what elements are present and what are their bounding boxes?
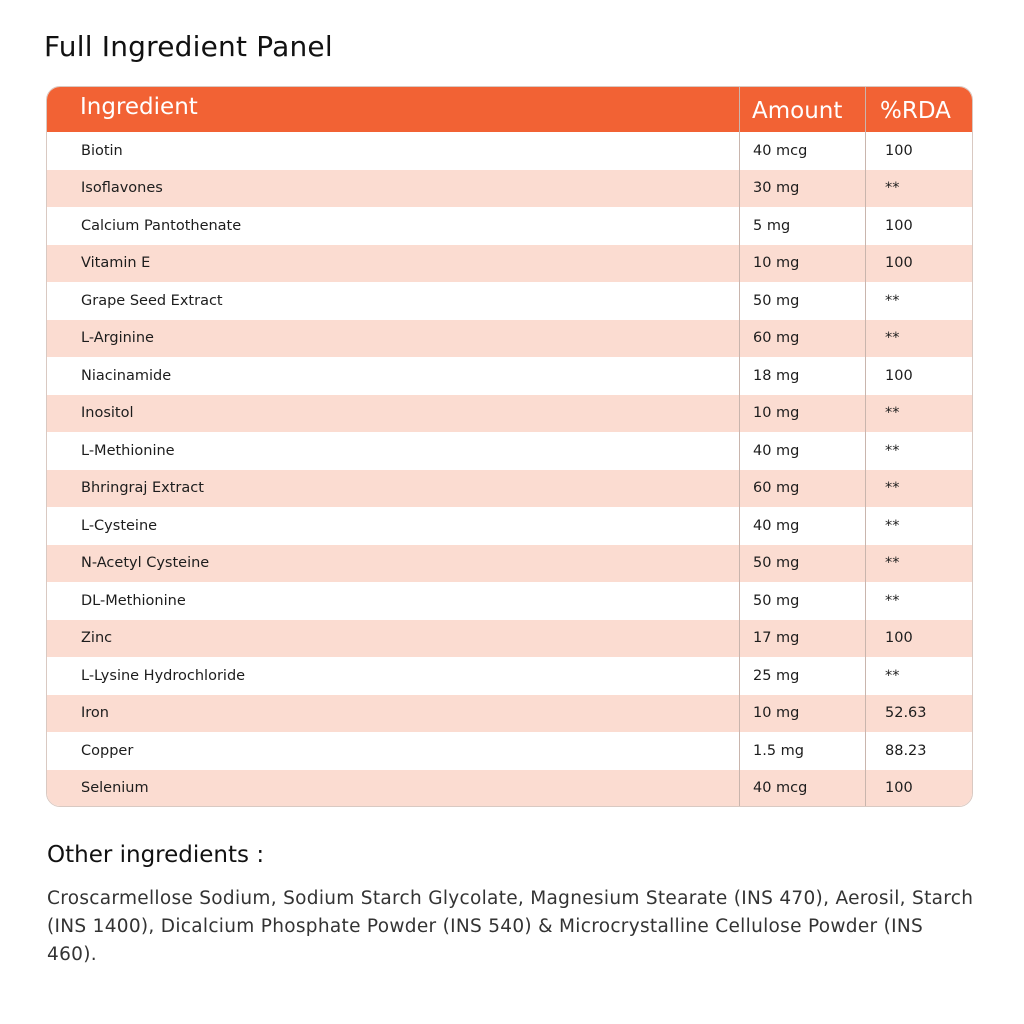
rda-cell: 100 [885, 142, 913, 159]
ingredient-cell: Selenium [81, 780, 149, 797]
amount-cell: 50 mg [753, 555, 800, 572]
table-row [47, 395, 972, 433]
column-divider [865, 87, 866, 806]
table-row [47, 470, 972, 508]
page-title: Full Ingredient Panel [44, 30, 333, 63]
ingredient-cell: Vitamin E [81, 255, 151, 272]
rda-cell: ** [885, 292, 900, 309]
table-header [47, 87, 972, 132]
ingredient-cell: L-Arginine [81, 330, 154, 347]
rda-cell: ** [885, 667, 900, 684]
rda-cell: 100 [885, 630, 913, 647]
rda-cell: ** [885, 330, 900, 347]
rda-cell: ** [885, 517, 900, 534]
rda-cell: 52.63 [885, 705, 927, 722]
table-row [47, 245, 972, 283]
rda-cell: ** [885, 180, 900, 197]
table-row [47, 732, 972, 770]
rda-cell: 100 [885, 217, 913, 234]
amount-cell: 17 mg [753, 630, 800, 647]
rda-cell: 100 [885, 780, 913, 797]
amount-cell: 40 mcg [753, 142, 808, 159]
rda-cell: ** [885, 592, 900, 609]
rda-cell: ** [885, 405, 900, 422]
rda-cell: 88.23 [885, 742, 927, 759]
other-ingredients-text: Croscarmellose Sodium, Sodium Starch Glycolate, Magnesium Stearate (INS 470), Aerosil, Starch (INS 1400), Dicalcium Phosphate Powder (INS 540) & Microcrystalline Cellulose Powder (INS 460). [47, 888, 974, 965]
amount-cell: 25 mg [753, 667, 800, 684]
amount-cell: 18 mg [753, 367, 800, 384]
amount-cell: 30 mg [753, 180, 800, 197]
header-ingredient: Ingredient [80, 93, 198, 120]
table-row [47, 132, 972, 170]
ingredient-cell: Zinc [81, 630, 113, 647]
table-body [47, 132, 972, 807]
rda-cell: 100 [885, 255, 913, 272]
header-amount: Amount [752, 97, 843, 124]
table-row [47, 320, 972, 358]
ingredient-cell: Iron [81, 705, 109, 722]
amount-cell: 10 mg [753, 255, 800, 272]
rda-cell: 100 [885, 367, 913, 384]
table-row [47, 695, 972, 733]
table-row [47, 207, 972, 245]
ingredient-cell: Bhringraj Extract [81, 480, 204, 497]
table-row [47, 770, 972, 808]
amount-cell: 60 mg [753, 330, 800, 347]
rda-cell: ** [885, 555, 900, 572]
header-rda: %RDA [880, 97, 951, 124]
rda-cell: ** [885, 442, 900, 459]
table-row [47, 432, 972, 470]
ingredient-cell: Biotin [81, 142, 123, 159]
ingredient-cell: Calcium Pantothenate [81, 217, 242, 234]
ingredient-cell: Inositol [81, 405, 134, 422]
ingredient-cell: Isoflavones [81, 180, 163, 197]
ingredient-cell: Copper [81, 742, 134, 759]
ingredient-cell: Niacinamide [81, 367, 172, 384]
ingredient-cell: Grape Seed Extract [81, 292, 223, 309]
table-row [47, 582, 972, 620]
amount-cell: 60 mg [753, 480, 800, 497]
table-row [47, 657, 972, 695]
table-row [47, 170, 972, 208]
amount-cell: 50 mg [753, 592, 800, 609]
ingredient-cell: DL-Methionine [81, 592, 186, 609]
amount-cell: 40 mcg [753, 780, 808, 797]
table-row [47, 545, 972, 583]
ingredient-cell: N-Acetyl Cysteine [81, 555, 210, 572]
column-divider [739, 87, 740, 806]
table-row [47, 507, 972, 545]
rda-cell: ** [885, 480, 900, 497]
other-ingredients-title: Other ingredients : [47, 842, 265, 868]
ingredient-cell: L-Cysteine [81, 517, 158, 534]
table-row [47, 620, 972, 658]
table-row [47, 357, 972, 395]
ingredient-table [46, 86, 973, 807]
ingredient-cell: L-Lysine Hydrochloride [81, 667, 246, 684]
amount-cell: 50 mg [753, 292, 800, 309]
amount-cell: 10 mg [753, 405, 800, 422]
amount-cell: 5 mg [753, 217, 791, 234]
amount-cell: 1.5 mg [753, 742, 804, 759]
amount-cell: 40 mg [753, 442, 800, 459]
amount-cell: 10 mg [753, 705, 800, 722]
ingredient-cell: L-Methionine [81, 442, 175, 459]
table-row [47, 282, 972, 320]
amount-cell: 40 mg [753, 517, 800, 534]
